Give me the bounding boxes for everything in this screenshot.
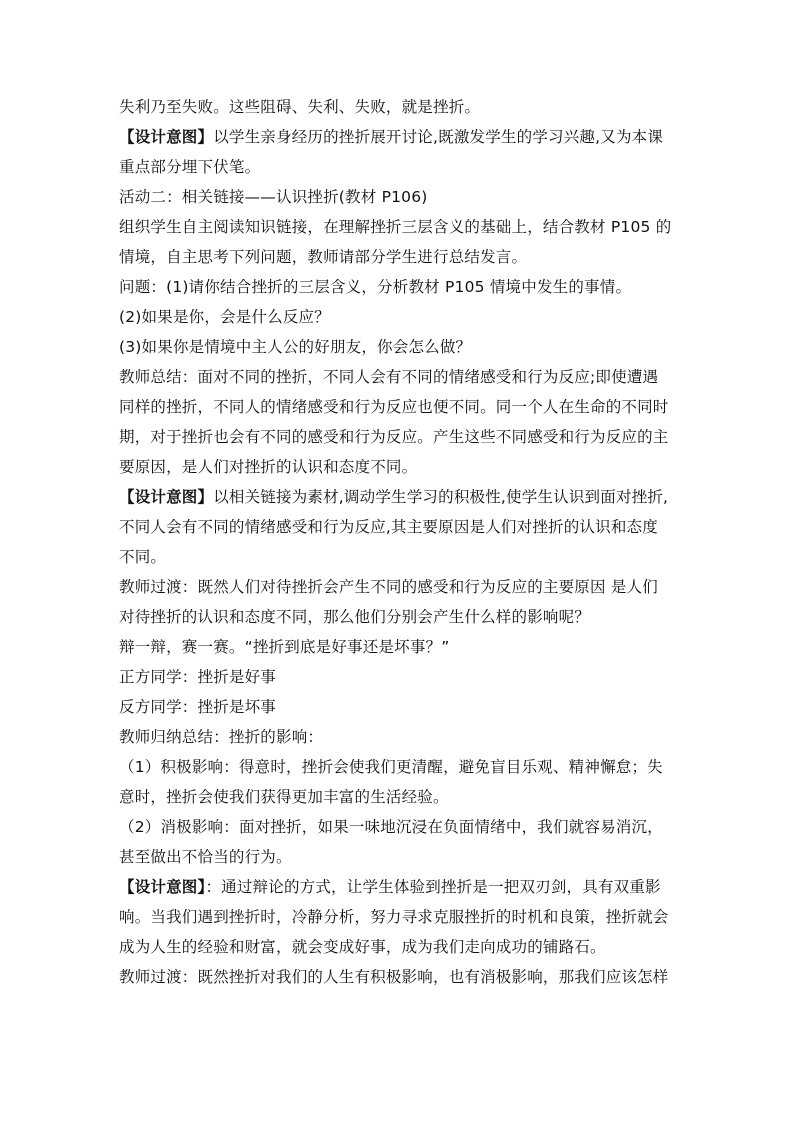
line-text: 活动二：相关链接——认识挫折(教材 P106)	[119, 188, 428, 206]
line-text: 要原因，是人们对挫折的认识和态度不同。	[119, 458, 418, 476]
text-line	[119, 722, 685, 752]
text-line	[119, 632, 685, 662]
line-text: 重点部分埋下伏笔。	[119, 158, 261, 176]
text-line	[119, 962, 685, 992]
text-line	[119, 152, 685, 182]
text-line	[119, 122, 685, 152]
design-intent-label: 【设计意图】	[119, 128, 214, 146]
text-line	[119, 902, 685, 932]
line-text: 以学生亲身经历的挫折展开讨论,既激发学生的学习兴趣,又为本课	[213, 128, 664, 146]
text-line	[119, 542, 685, 572]
text-line	[119, 872, 685, 902]
line-text: 失利乃至失败。这些阻碍、失利、失败，就是挫折。	[119, 98, 481, 116]
text-line	[119, 272, 685, 302]
text-line	[119, 302, 685, 332]
line-text: 教师过渡：既然人们对待挫折会产生不同的感受和行为反应的主要原因 是人们	[119, 578, 658, 596]
line-text: (2)如果是你，会是什么反应？	[119, 308, 330, 326]
line-text: 响。当我们遇到挫折时，冷静分析，努力寻求克服挫折的时机和良策，挫折就会	[119, 908, 669, 926]
line-text: （1）积极影响：得意时，挫折会使我们更清醒，避免盲目乐观、精神懈怠；失	[119, 758, 663, 776]
text-line	[119, 332, 685, 362]
line-text: 不同人会有不同的情绪感受和行为反应,其主要原因是人们对挫折的认识和态度	[119, 518, 658, 536]
line-text: 意时，挫折会使我们获得更加丰富的生活经验。	[119, 788, 449, 806]
text-line	[119, 92, 685, 122]
line-text: 不同。	[119, 548, 167, 566]
line-text: 教师归纳总结：挫折的影响：	[119, 728, 324, 746]
line-text: 以相关链接为素材,调动学生学习的积极性,使学生认识到面对挫折,	[213, 488, 669, 506]
text-line	[119, 692, 685, 722]
line-text: 甚至做出不恰当的行为。	[119, 848, 292, 866]
line-text: (3)如果你是情境中主人公的好朋友，你会怎么做？	[119, 338, 472, 356]
line-text: 组织学生自主阅读知识链接，在理解挫折三层含义的基础上，结合教材 P105 的	[119, 218, 672, 236]
line-text: 同样的挫折，不同人的情绪感受和行为反应也便不同。同一个人在生命的不同时	[119, 398, 669, 416]
line-text: 情境，自主思考下列问题，教师请部分学生进行总结发言。	[119, 248, 528, 266]
line-text: 反方同学：挫折是坏事	[119, 698, 277, 716]
design-intent-label: 【设计意图】	[119, 878, 206, 896]
text-line	[119, 842, 685, 872]
text-line	[119, 452, 685, 482]
line-text: （2）消极影响：面对挫折，如果一味地沉浸在负面情绪中，我们就容易消沉，	[119, 818, 663, 836]
text-line	[119, 182, 685, 212]
text-line	[119, 782, 685, 812]
text-line	[119, 752, 685, 782]
line-text: 辩一辩，赛一赛。“挫折到底是好事还是坏事？”	[119, 638, 450, 656]
text-line	[119, 392, 685, 422]
line-text: 教师总结：面对不同的挫折，不同人会有不同的情绪感受和行为反应;即使遭遇	[119, 368, 659, 386]
line-text: 成为人生的经验和财富，就会变成好事，成为我们走向成功的铺路石。	[119, 938, 606, 956]
line-text: 教师过渡：既然挫折对我们的人生有积极影响，也有消极影响，那我们应该怎样	[119, 968, 669, 986]
design-intent-label: 【设计意图】	[119, 488, 214, 506]
text-line	[119, 662, 685, 692]
text-line	[119, 482, 685, 512]
text-line	[119, 572, 685, 602]
line-text: 期，对于挫折也会有不同的感受和行为反应。产生这些不同感受和行为反应的主	[119, 428, 669, 446]
text-line	[119, 812, 685, 842]
text-line	[119, 212, 685, 242]
line-text: 对待挫折的认识和态度不同，那么他们分别会产生什么样的影响呢？	[119, 608, 591, 626]
line-text: 正方同学：挫折是好事	[119, 668, 277, 686]
text-line	[119, 422, 685, 452]
text-line	[119, 242, 685, 272]
text-line	[119, 512, 685, 542]
line-text: 问题：(1)请你结合挫折的三层含义，分析教材 P105 情境中发生的事情。	[119, 278, 632, 296]
line-text: ：通过辩论的方式，让学生体验到挫折是一把双刃剑，具有双重影	[205, 878, 661, 896]
text-line	[119, 602, 685, 632]
document-page	[119, 92, 685, 992]
text-line	[119, 362, 685, 392]
text-line	[119, 932, 685, 962]
